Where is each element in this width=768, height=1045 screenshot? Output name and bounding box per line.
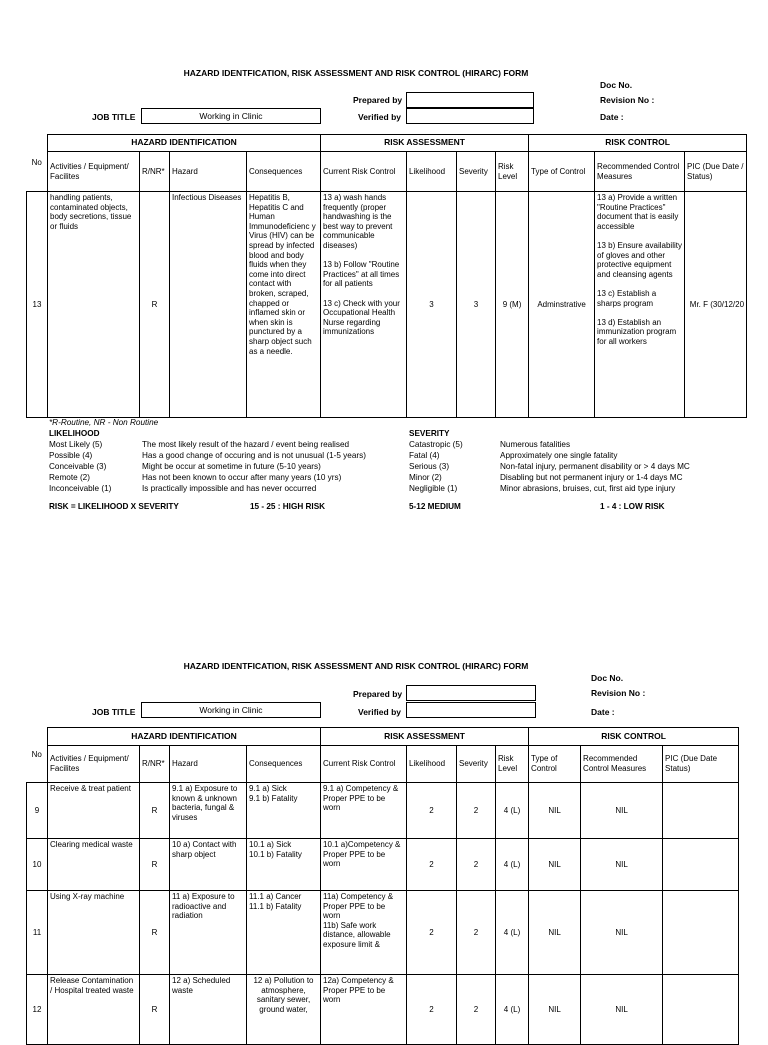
row-recommended: 13 a) Provide a written "Routine Practices" document that is easily accessible 13 b) Ensure availability of gloves and other protective equipment and cleansing agents 13 c) Establish a sharps program 13 d) Establish an immunization program for all workers (595, 192, 685, 418)
form-title: HAZARD IDENTFICATION, RISK ASSESSMENT AND RISK CONTROL (HIRARC) FORM (183, 68, 529, 78)
verified-by-label: Verified by (358, 112, 401, 122)
likelihood-desc: Is practically impossible and has never occurred (142, 484, 317, 493)
job-title-label: JOB TITLE (92, 112, 136, 122)
table-row (27, 783, 739, 839)
col-current-control-header: Current Risk Control (321, 746, 407, 783)
col-hazard-header: Hazard (170, 152, 247, 192)
prepared-by-field[interactable] (406, 92, 534, 108)
row-no: 11 (27, 891, 48, 975)
col-severity-header: Severity (457, 152, 496, 192)
date-label: Date : (591, 707, 615, 717)
row-activities: Receive & treat patient (48, 783, 140, 839)
prepared-by-field[interactable] (406, 685, 536, 701)
row-rnr: R (140, 783, 170, 839)
row-recommended: NIL (581, 975, 663, 1045)
section-risk-assessment: RISK ASSESSMENT (321, 728, 529, 746)
row-activities: Using X-ray machine (48, 891, 140, 975)
likelihood-level: Conceivable (3) (49, 462, 107, 471)
row-consequences: 11.1 a) Cancer 11.1 b) Fatality (247, 891, 321, 975)
likelihood-desc: Might be occur at sometime in future (5-10 years) (142, 462, 321, 471)
row-no: 10 (27, 839, 48, 891)
col-activities-header: Activities / Equipment/ Facilites (48, 746, 140, 783)
row-recommended: NIL (581, 783, 663, 839)
row-pic (663, 975, 739, 1045)
row-current-control: 12a) Competency & Proper PPE to be worn (321, 975, 407, 1045)
row-risk-level: 4 (L) (496, 891, 529, 975)
severity-level: Minor (2) (409, 473, 442, 482)
row-type-of-control: NIL (529, 891, 581, 975)
row-type-of-control: Adminstrative (529, 192, 595, 418)
col-hazard-header: Hazard (170, 746, 247, 783)
medium-risk-range: 5-12 MEDIUM (409, 502, 461, 511)
col-recommended-header: Recommended Control Measures (581, 746, 663, 783)
col-likelihood-header: Likelihood (407, 746, 457, 783)
doc-no-label: Doc No. (591, 673, 624, 683)
row-type-of-control: NIL (529, 975, 581, 1045)
likelihood-level: Remote (2) (49, 473, 90, 482)
row-pic (663, 891, 739, 975)
table-row (27, 891, 739, 975)
severity-desc: Approximately one single fatality (500, 451, 618, 460)
likelihood-level: Inconceivable (1) (49, 484, 112, 493)
row-consequences: 12 a) Pollution to atmosphere, sanitary sewer, ground water, (247, 975, 321, 1045)
col-pic-header: PIC (Due Date / Status) (685, 152, 747, 192)
low-risk-range: 1 - 4 : LOW RISK (600, 502, 665, 511)
severity-desc: Minor abrasions, bruises, cut, first aid type injury (500, 484, 676, 493)
col-pic-header: PIC (Due Date Status) (663, 746, 739, 783)
row-hazard: 12 a) Scheduled waste (170, 975, 247, 1045)
col-no-header: No (31, 749, 42, 759)
high-risk-range: 15 - 25 : HIGH RISK (250, 502, 326, 511)
verified-by-field[interactable] (406, 108, 534, 124)
section-hazard-identification: HAZARD IDENTIFICATION (48, 135, 321, 152)
row-recommended: NIL (581, 891, 663, 975)
form-title: HAZARD IDENTFICATION, RISK ASSESSMENT AND RISK CONTROL (HIRARC) FORM (183, 661, 529, 671)
col-risk-level-header: Risk Level (496, 746, 529, 783)
prepared-by-label: Prepared by (353, 689, 403, 699)
row-severity: 3 (457, 192, 496, 418)
row-current-control: 10.1 a)Competency & Proper PPE to be worn (321, 839, 407, 891)
row-severity: 2 (457, 891, 496, 975)
row-activities: Release Contamination / Hospital treated waste (48, 975, 140, 1045)
revision-no-label: Revision No : (600, 95, 655, 105)
row-severity: 2 (457, 839, 496, 891)
col-current-control-header: Current Risk Control (321, 152, 407, 192)
row-rnr: R (140, 891, 170, 975)
row-current-control: 13 a) wash hands frequently (proper handwashing is the best way to prevent communicable diseases) 13 b) Follow "Routine Practices" at all times for all patients 13 c) Check with your Occupational Health Nurse regarding immunizations (321, 192, 407, 418)
col-type-of-control-header: Type of Control (529, 746, 581, 783)
row-pic (663, 839, 739, 891)
severity-level: Catastropic (5) (409, 440, 463, 449)
row-hazard: 9.1 a) Exposure to known & unknown bacteria, fungal & viruses (170, 783, 247, 839)
table-row (27, 839, 739, 891)
col-likelihood-header: Likelihood (407, 152, 457, 192)
row-risk-level: 4 (L) (496, 975, 529, 1045)
table-row (27, 975, 739, 1045)
severity-title: SEVERITY (409, 429, 450, 438)
row-consequences: 9.1 a) Sick 9.1 b) Fatality (247, 783, 321, 839)
revision-no-label: Revision No : (591, 688, 646, 698)
likelihood-desc: The most likely result of the hazard / event being realised (142, 440, 350, 449)
severity-level: Negligible (1) (409, 484, 458, 493)
col-no-header: No (31, 157, 42, 167)
row-risk-level: 4 (L) (496, 839, 529, 891)
col-type-of-control-header: Type of Control (529, 152, 595, 192)
row-likelihood: 2 (407, 783, 457, 839)
likelihood-title: LIKELIHOOD (49, 429, 100, 438)
date-label: Date : (600, 112, 624, 122)
section-risk-control: RISK CONTROL (529, 728, 739, 746)
row-pic: Mr. F (30/12/20 (685, 192, 747, 418)
row-current-control: 9.1 a) Competency & Proper PPE to be worn (321, 783, 407, 839)
prepared-by-label: Prepared by (353, 95, 403, 105)
footnote: *R-Routine, NR - Non Routine (49, 418, 159, 427)
risk-formula: RISK = LIKELIHOOD X SEVERITY (49, 502, 179, 511)
section-hazard-identification: HAZARD IDENTIFICATION (48, 728, 321, 746)
col-severity-header: Severity (457, 746, 496, 783)
row-type-of-control: NIL (529, 839, 581, 891)
row-consequences: Hepatitis B, Hepatitis C and Human Immunodeficienc y Virus (HIV) can be spread by infected blood and body fluids when they come into direct contact with broken, scraped, chapped or inflamed skin or when skin is punctured by a sharp object such as a needle. (247, 192, 321, 418)
hirarc-table-2 (26, 727, 739, 1045)
row-rnr: R (140, 975, 170, 1045)
row-likelihood: 2 (407, 975, 457, 1045)
row-no: 9 (27, 783, 48, 839)
severity-level: Serious (3) (409, 462, 450, 471)
table-row (27, 192, 747, 418)
job-title-field[interactable]: Working in Clinic (141, 108, 321, 124)
col-rnr-header: R/NR* (140, 746, 170, 783)
section-risk-assessment: RISK ASSESSMENT (321, 135, 529, 152)
job-title-field[interactable]: Working in Clinic (141, 702, 321, 718)
row-risk-level: 9 (M) (496, 192, 529, 418)
col-risk-level-header: Risk Level (496, 152, 529, 192)
row-likelihood: 2 (407, 891, 457, 975)
likelihood-level: Most Likely (5) (49, 440, 103, 449)
severity-level: Fatal (4) (409, 451, 440, 460)
row-no: 12 (27, 975, 48, 1045)
verified-by-label: Verified by (358, 707, 401, 717)
row-current-control: 11a) Competency & Proper PPE to be worn 11b) Safe work distance, allowable exposure limit & (321, 891, 407, 975)
verified-by-field[interactable] (406, 702, 536, 718)
row-activities: Clearing medical waste (48, 839, 140, 891)
row-consequences: 10.1 a) Sick 10.1 b) Fatality (247, 839, 321, 891)
section-risk-control: RISK CONTROL (529, 135, 747, 152)
row-pic (663, 783, 739, 839)
row-severity: 2 (457, 783, 496, 839)
row-type-of-control: NIL (529, 783, 581, 839)
row-rnr: R (140, 192, 170, 418)
row-hazard: Infectious Diseases (170, 192, 247, 418)
hirarc-table-1 (26, 134, 747, 418)
row-activities: handling patients, contaminated objects, body secretions, tissue or fluids (48, 192, 140, 418)
row-likelihood: 2 (407, 839, 457, 891)
col-consequences-header: Consequences (247, 152, 321, 192)
row-severity: 2 (457, 975, 496, 1045)
row-no: 13 (27, 192, 48, 418)
job-title-label: JOB TITLE (92, 707, 136, 717)
row-risk-level: 4 (L) (496, 783, 529, 839)
severity-desc: Disabling but not permanent injury or 1-4 days MC (500, 473, 683, 482)
likelihood-desc: Has a good change of occuring and is not unusual (1-5 years) (142, 451, 366, 460)
col-activities-header: Activities / Equipment/ Facilites (48, 152, 140, 192)
likelihood-level: Possible (4) (49, 451, 93, 460)
severity-desc: Non-fatal injury, permanent disability or > 4 days MC (500, 462, 690, 471)
row-recommended: NIL (581, 839, 663, 891)
row-rnr: R (140, 839, 170, 891)
col-consequences-header: Consequences (247, 746, 321, 783)
severity-desc: Numerous fatalities (500, 440, 571, 449)
row-hazard: 10 a) Contact with sharp object (170, 839, 247, 891)
col-rnr-header: R/NR* (140, 152, 170, 192)
likelihood-desc: Has not been known to occur after many years (10 yrs) (142, 473, 342, 482)
col-recommended-header: Recommended Control Measures (595, 152, 685, 192)
doc-no-label: Doc No. (600, 80, 633, 90)
row-likelihood: 3 (407, 192, 457, 418)
row-hazard: 11 a) Exposure to radioactive and radiation (170, 891, 247, 975)
table-body (27, 783, 739, 1045)
